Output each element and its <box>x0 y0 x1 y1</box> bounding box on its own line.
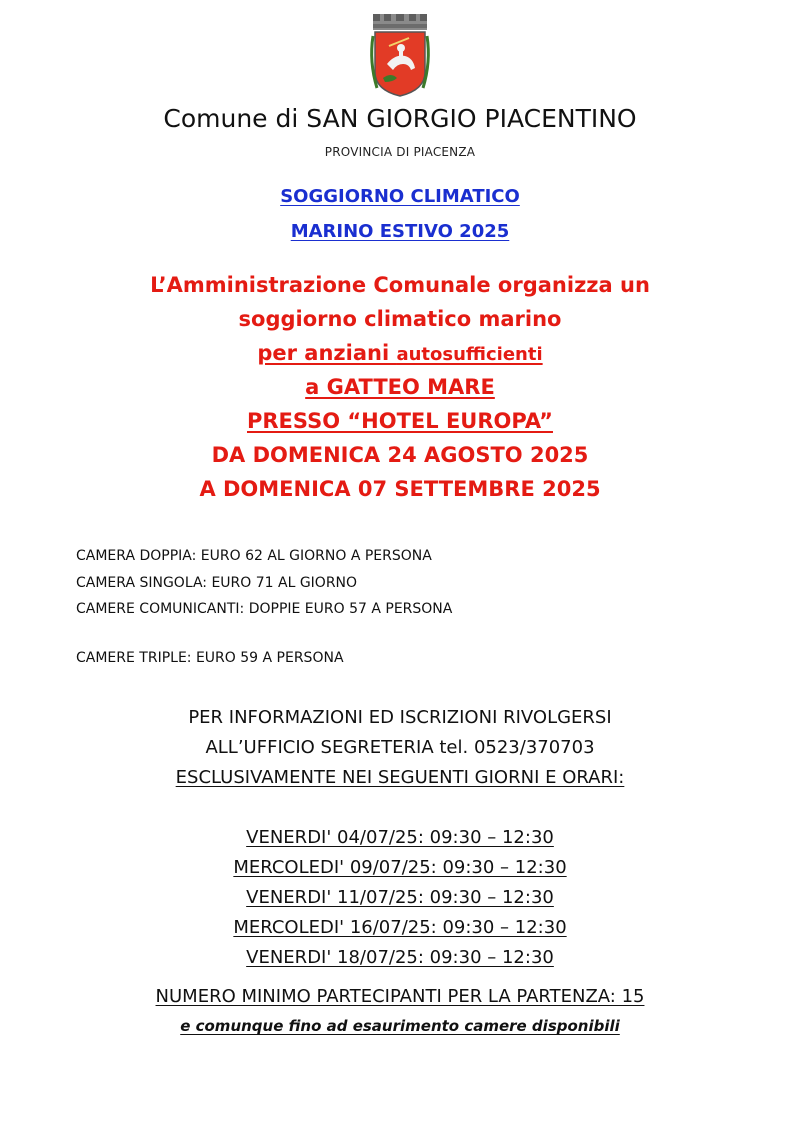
schedule-item: VENERDI' 18/07/25: 09:30 – 12:30 <box>246 947 554 968</box>
info-block <box>0 703 800 793</box>
title-line-2: MARINO ESTIVO 2025 <box>290 221 510 242</box>
info-line-1: PER INFORMAZIONI ED ISCRIZIONI RIVOLGERSI <box>188 707 612 728</box>
info-line-3: ESCLUSIVAMENTE NEI SEGUENTI GIORNI E ORARI: <box>175 767 625 788</box>
schedule-list <box>0 823 800 973</box>
availability-note: e comunque fino ad esaurimento camere disponibili <box>180 1017 620 1035</box>
announcement-line-2: soggiorno climatico marino <box>238 307 562 331</box>
schedule-item: VENERDI' 11/07/25: 09:30 – 12:30 <box>246 887 554 908</box>
announcement <box>0 268 800 506</box>
price-list <box>76 543 452 623</box>
minimum-participants: NUMERO MINIMO PARTECIPANTI PER LA PARTENZA: 15 <box>155 986 645 1007</box>
province-name: PROVINCIA DI PIACENZA <box>324 145 476 159</box>
info-line-2: ALL’UFFICIO SEGRETERIA tel. 0523/370703 <box>205 737 595 758</box>
announcement-line-6: DA DOMENICA 24 AGOSTO 2025 <box>211 443 589 467</box>
price-item: CAMERA SINGOLA: EURO 71 AL GIORNO <box>76 574 358 591</box>
schedule-item: MERCOLEDI' 09/07/25: 09:30 – 12:30 <box>233 857 567 878</box>
announcement-line-3 <box>0 336 800 370</box>
schedule-item: VENERDI' 04/07/25: 09:30 – 12:30 <box>246 827 554 848</box>
triple-room-price: CAMERE TRIPLE: EURO 59 A PERSONA <box>76 650 344 666</box>
price-item: CAMERE COMUNICANTI: DOPPIE EURO 57 A PERSONA <box>76 601 453 617</box>
municipality-name: Comune di SAN GIORGIO PIACENTINO <box>163 104 637 133</box>
price-item: CAMERA DOPPIA: EURO 62 AL GIORNO A PERSONA <box>76 548 432 564</box>
announcement-line-1: L’Amministrazione Comunale organizza un <box>150 273 650 297</box>
announcement-line-4: a GATTEO MARE <box>305 375 495 399</box>
announcement-line-5: PRESSO “HOTEL EUROPA” <box>247 409 553 433</box>
coat-of-arms-icon <box>367 12 433 98</box>
schedule-item: MERCOLEDI' 16/07/25: 09:30 – 12:30 <box>233 917 567 938</box>
announcement-line-7: A DOMENICA 07 SETTEMBRE 2025 <box>199 477 601 501</box>
announcement-line-3b: autosufficienti <box>396 344 543 365</box>
title-line-1: SOGGIORNO CLIMATICO <box>280 186 520 207</box>
announcement-line-3a: per anziani <box>257 341 397 365</box>
